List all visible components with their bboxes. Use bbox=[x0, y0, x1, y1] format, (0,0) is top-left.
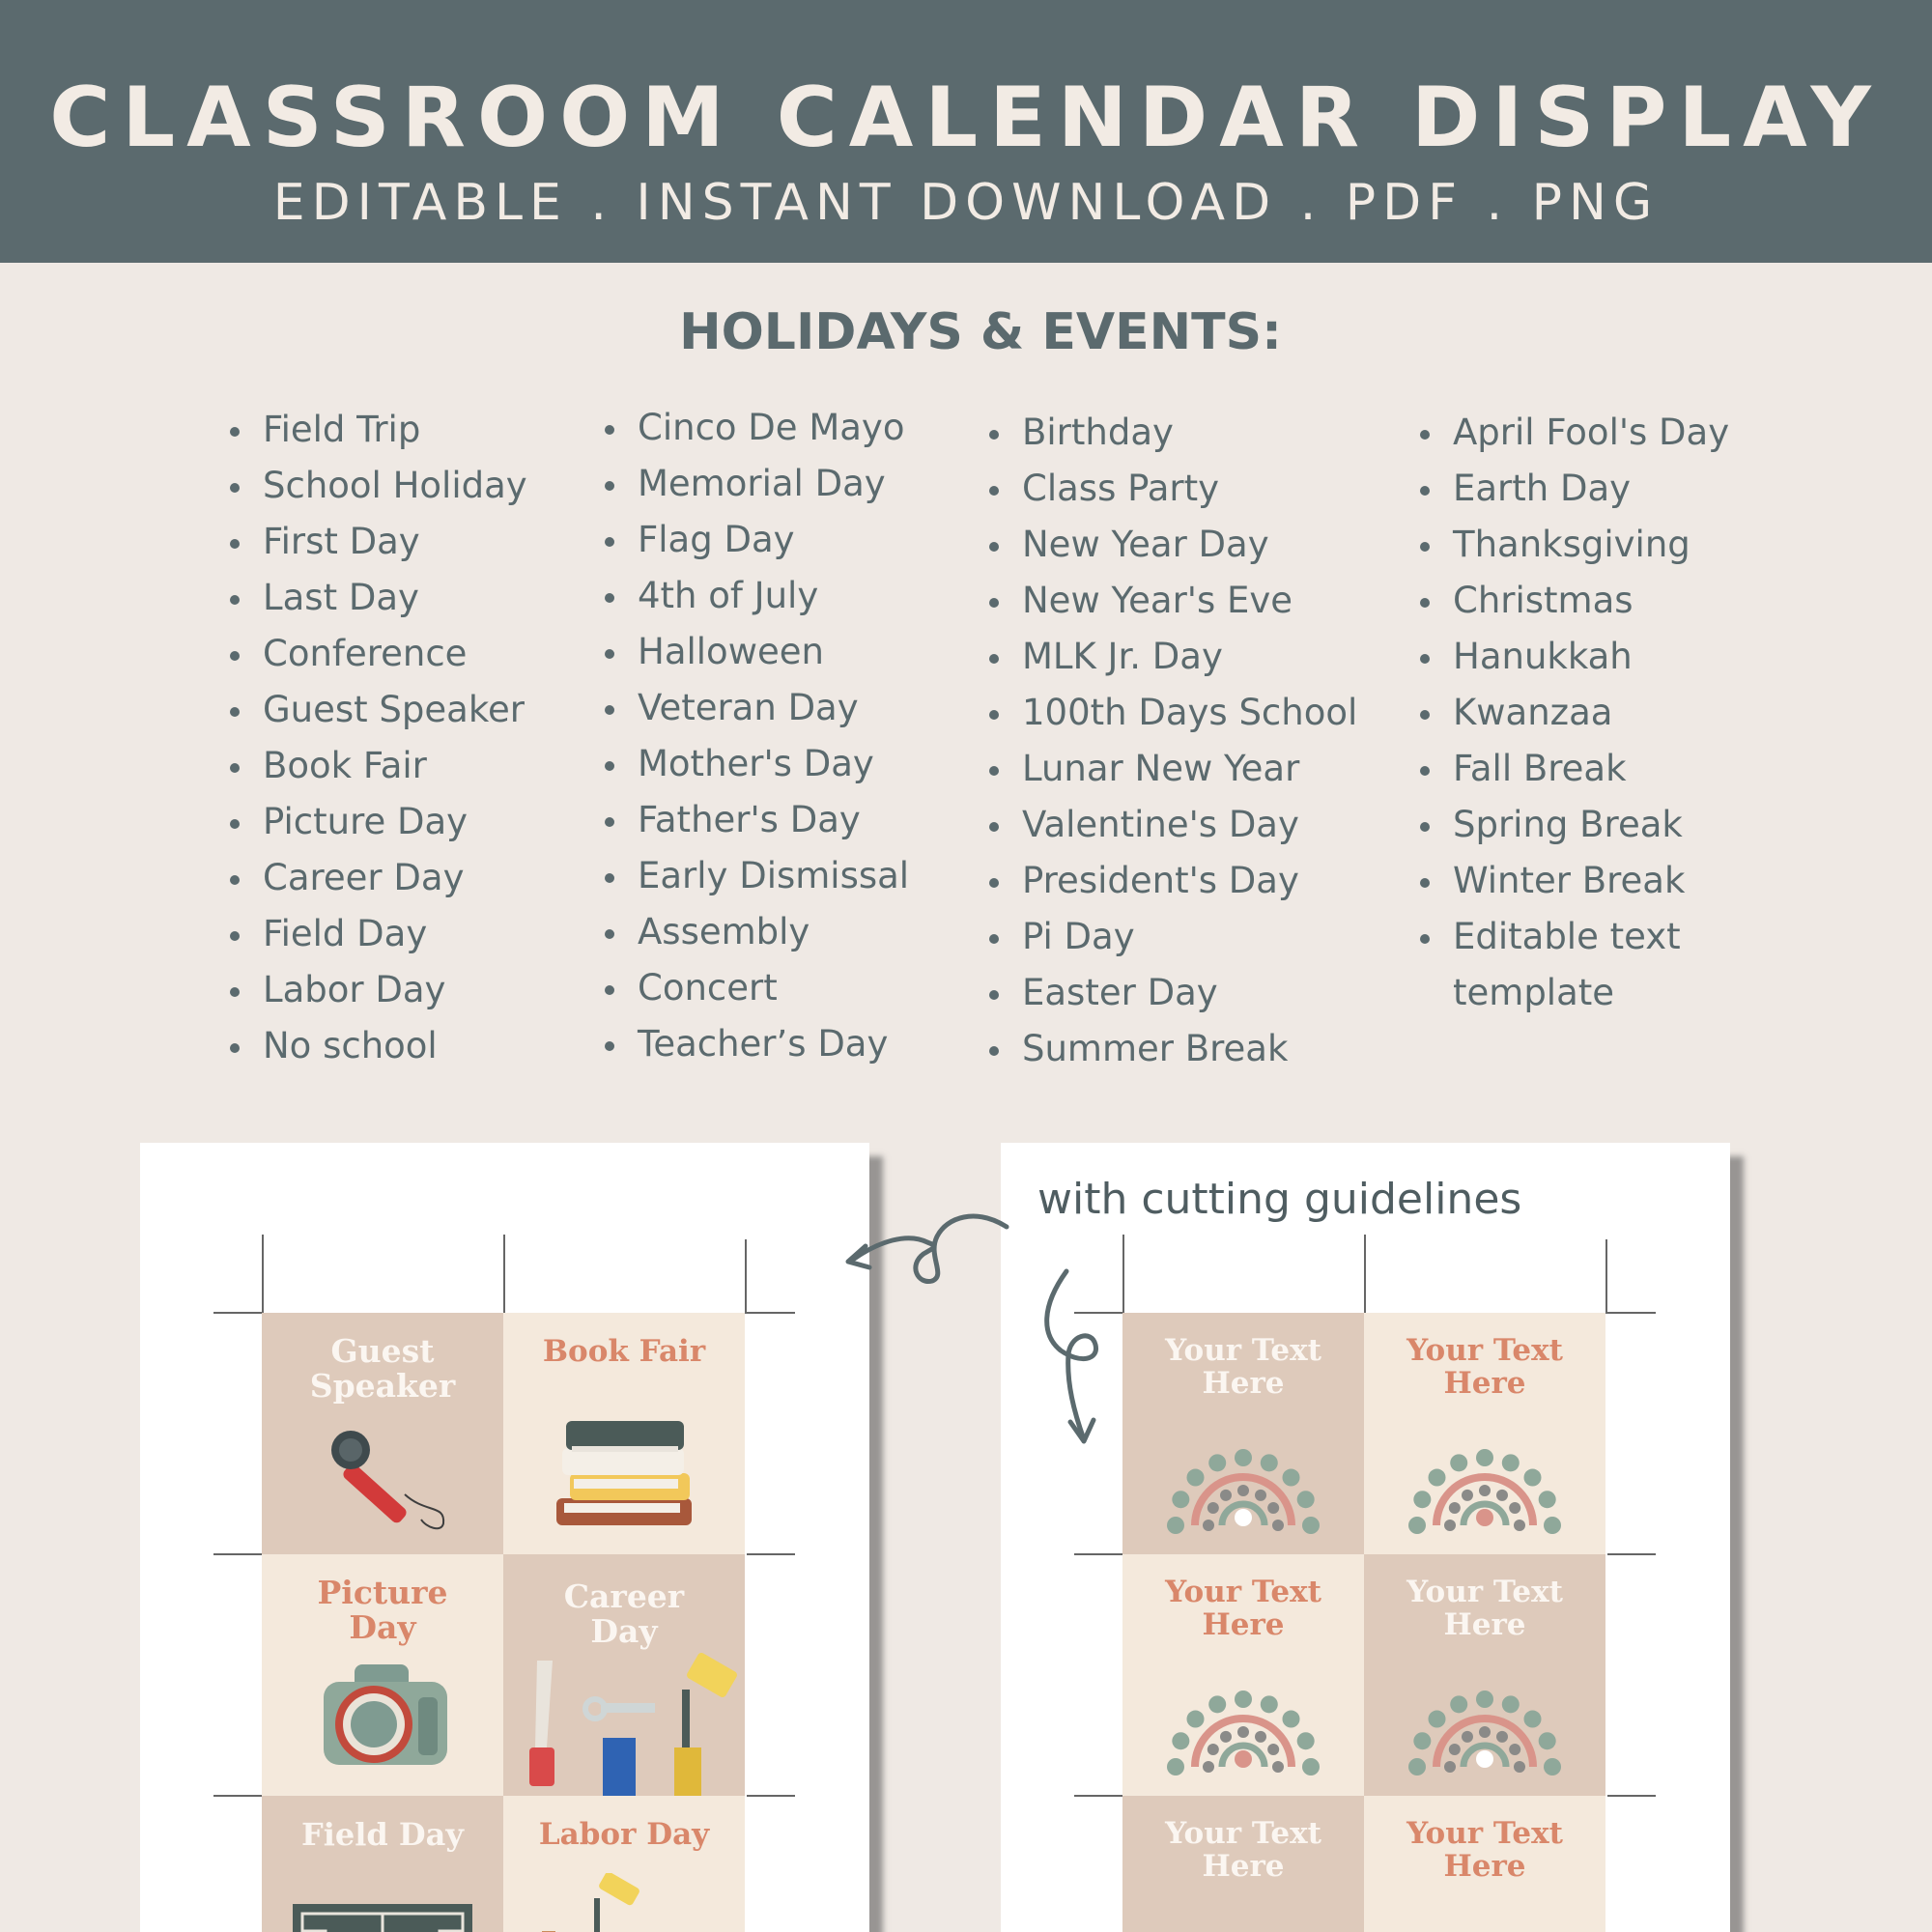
card-label: Book Fair bbox=[542, 1334, 706, 1369]
card-label: Labor Day bbox=[538, 1817, 710, 1852]
cut-guide bbox=[503, 1235, 505, 1314]
right-sample-sheet bbox=[1001, 1143, 1730, 1932]
paint-roller-icon bbox=[532, 1873, 648, 1932]
event-item: Career Day bbox=[230, 850, 527, 906]
event-item: No school bbox=[230, 1018, 527, 1074]
card-your-text-6 bbox=[1364, 1796, 1605, 1932]
events-column-2 bbox=[605, 400, 909, 1072]
event-item: First Day bbox=[230, 514, 527, 570]
cut-guide bbox=[1074, 1795, 1122, 1797]
event-item: Cinco De Mayo bbox=[605, 400, 909, 456]
event-item: Christmas bbox=[1420, 573, 1729, 629]
card-label: Your Text Here bbox=[1165, 1333, 1321, 1401]
card-label: Guest Speaker bbox=[309, 1332, 456, 1405]
event-item: Memorial Day bbox=[605, 456, 909, 512]
event-item: Halloween bbox=[605, 624, 909, 680]
event-item: 100th Days School bbox=[989, 685, 1357, 741]
event-item: Mother's Day bbox=[605, 736, 909, 792]
card-your-text-2 bbox=[1364, 1313, 1605, 1554]
event-item-continuation: template bbox=[1453, 972, 1615, 1013]
card-your-text-1 bbox=[1122, 1313, 1364, 1554]
cut-guide bbox=[1607, 1553, 1656, 1555]
event-item: April Fool's Day bbox=[1420, 405, 1729, 461]
event-item: President's Day bbox=[989, 853, 1357, 909]
event-item: Hanukkah bbox=[1420, 629, 1729, 685]
event-item: Class Party bbox=[989, 461, 1357, 517]
section-title: HOLIDAYS & EVENTS: bbox=[679, 303, 1282, 361]
event-item: New Year Day bbox=[989, 517, 1357, 573]
card-labor-day bbox=[503, 1796, 745, 1932]
card-guest-speaker bbox=[262, 1313, 503, 1554]
cut-guide bbox=[213, 1795, 262, 1797]
tools-icon bbox=[508, 1651, 740, 1796]
event-item: School Holiday bbox=[230, 458, 527, 514]
event-item: Editable text bbox=[1420, 909, 1729, 965]
card-label: Career Day bbox=[563, 1577, 685, 1650]
event-item: Labor Day bbox=[230, 962, 527, 1018]
microphone-icon bbox=[329, 1427, 455, 1533]
event-item: Earth Day bbox=[1420, 461, 1729, 517]
cutting-guidelines-note: with cutting guidelines bbox=[1037, 1175, 1522, 1224]
event-item: Father's Day bbox=[605, 792, 909, 848]
card-label: Field Day bbox=[301, 1816, 464, 1853]
event-item: Book Fair bbox=[230, 738, 527, 794]
event-item: New Year's Eve bbox=[989, 573, 1357, 629]
card-label: Your Text Here bbox=[1406, 1575, 1563, 1642]
events-column-3 bbox=[989, 405, 1357, 1077]
cut-guide bbox=[745, 1239, 747, 1314]
event-item: Winter Break bbox=[1420, 853, 1729, 909]
rainbow-icon bbox=[1403, 1662, 1567, 1778]
page-subtitle: EDITABLE . INSTANT DOWNLOAD . PDF . PNG bbox=[272, 174, 1660, 232]
events-column-4 bbox=[1420, 405, 1729, 1021]
cut-guide bbox=[1122, 1235, 1124, 1314]
card-label: Picture Day bbox=[317, 1574, 448, 1646]
card-your-text-3 bbox=[1122, 1554, 1364, 1796]
event-item: Conference bbox=[230, 626, 527, 682]
card-career-day bbox=[503, 1554, 745, 1796]
rainbow-icon bbox=[1403, 1421, 1567, 1537]
event-item: Field Trip bbox=[230, 402, 527, 458]
cut-guide bbox=[213, 1553, 262, 1555]
event-item: Concert bbox=[605, 960, 909, 1016]
event-item: 4th of July bbox=[605, 568, 909, 624]
card-your-text-4 bbox=[1364, 1554, 1605, 1796]
cut-guide bbox=[747, 1795, 795, 1797]
event-item: Teacher’s Day bbox=[605, 1016, 909, 1072]
event-item: Spring Break bbox=[1420, 797, 1729, 853]
event-item: Veteran Day bbox=[605, 680, 909, 736]
camera-icon bbox=[318, 1659, 453, 1775]
event-item: Thanksgiving bbox=[1420, 517, 1729, 573]
cut-guide bbox=[1074, 1553, 1122, 1555]
event-item: Kwanzaa bbox=[1420, 685, 1729, 741]
card-label: Your Text Here bbox=[1165, 1816, 1321, 1884]
cut-guide bbox=[262, 1235, 264, 1314]
event-item: MLK Jr. Day bbox=[989, 629, 1357, 685]
rainbow-icon bbox=[1403, 1904, 1567, 1932]
rainbow-icon bbox=[1161, 1421, 1325, 1537]
left-sample-sheet bbox=[140, 1143, 869, 1932]
events-column-1 bbox=[230, 402, 527, 1074]
event-item: Flag Day bbox=[605, 512, 909, 568]
event-item: Picture Day bbox=[230, 794, 527, 850]
page-title: CLASSROOM CALENDAR DISPLAY bbox=[49, 70, 1883, 166]
event-item: Last Day bbox=[230, 570, 527, 626]
rainbow-icon bbox=[1161, 1662, 1325, 1778]
event-item: Valentine's Day bbox=[989, 797, 1357, 853]
cut-guide bbox=[747, 1553, 795, 1555]
event-item: Lunar New Year bbox=[989, 741, 1357, 797]
card-field-day bbox=[262, 1796, 503, 1932]
cut-guide bbox=[1364, 1235, 1366, 1314]
card-your-text-5 bbox=[1122, 1796, 1364, 1932]
event-item: Summer Break bbox=[989, 1021, 1357, 1077]
rainbow-icon bbox=[1161, 1904, 1325, 1932]
event-item: Fall Break bbox=[1420, 741, 1729, 797]
event-item: Early Dismissal bbox=[605, 848, 909, 904]
event-item: Pi Day bbox=[989, 909, 1357, 965]
event-item: Birthday bbox=[989, 405, 1357, 461]
card-book-fair bbox=[503, 1313, 745, 1554]
event-item: Field Day bbox=[230, 906, 527, 962]
arrow-left-icon bbox=[831, 1208, 1024, 1294]
cut-guide bbox=[747, 1312, 795, 1314]
event-item: Guest Speaker bbox=[230, 682, 527, 738]
card-label: Your Text Here bbox=[1406, 1333, 1563, 1401]
cut-guide bbox=[1605, 1239, 1607, 1314]
cut-guide bbox=[1607, 1312, 1656, 1314]
event-item: Assembly bbox=[605, 904, 909, 960]
header-banner bbox=[0, 0, 1932, 263]
card-picture-day bbox=[262, 1554, 503, 1796]
cut-guide bbox=[213, 1312, 262, 1314]
arrow-down-icon bbox=[1032, 1267, 1109, 1451]
books-icon bbox=[547, 1409, 701, 1535]
card-label: Your Text Here bbox=[1165, 1575, 1321, 1642]
event-item: Easter Day bbox=[989, 965, 1357, 1021]
field-icon bbox=[291, 1902, 474, 1932]
card-label: Your Text Here bbox=[1406, 1816, 1563, 1884]
cut-guide bbox=[1607, 1795, 1656, 1797]
